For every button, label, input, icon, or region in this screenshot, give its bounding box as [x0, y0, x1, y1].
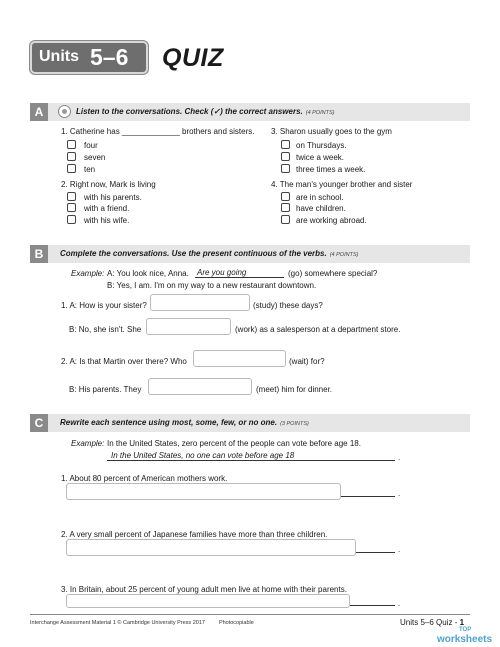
- option-a3-1: on Thursdays.: [296, 141, 347, 150]
- checkbox-a3-1[interactable]: [281, 140, 290, 149]
- section-c-header: [30, 414, 470, 432]
- example-c-label: Example:: [71, 439, 105, 448]
- option-a2-2: with a friend.: [84, 204, 130, 213]
- example-c-answer-line: [107, 460, 395, 461]
- option-a3-2: twice a week.: [296, 153, 345, 162]
- section-c-badge: C: [30, 414, 48, 432]
- checkbox-a4-1[interactable]: [281, 192, 290, 201]
- example-b-label: Example:: [71, 269, 105, 278]
- example-b-a-post: (go) somewhere special?: [288, 269, 378, 278]
- units-number: 5–6: [90, 44, 129, 70]
- answer-c3-field[interactable]: [66, 594, 350, 608]
- option-a1-3: ten: [84, 165, 96, 174]
- section-c-instruction: Rewrite each sentence using most, some, few, or no one. (3 POINTS): [60, 418, 309, 427]
- checkbox-a1-3[interactable]: [67, 164, 76, 173]
- checkbox-a2-1[interactable]: [67, 192, 76, 201]
- example-b-answer: Are you going: [197, 268, 247, 277]
- question-c2: 2. A very small percent of Japanese families have more than three children.: [61, 530, 328, 539]
- units-label: Units: [39, 48, 79, 65]
- checkbox-a3-3[interactable]: [281, 164, 290, 173]
- audio-cd-icon: [58, 105, 71, 118]
- question-b2a-post: (wait) for?: [289, 357, 325, 366]
- answer-c2-line: [356, 552, 395, 553]
- checkbox-a2-3[interactable]: [67, 215, 76, 224]
- question-b2b-pre: B: His parents. They: [69, 385, 142, 394]
- option-a2-3: with his wife.: [84, 216, 130, 225]
- checkbox-a4-2[interactable]: [281, 203, 290, 212]
- section-b-instruction: Complete the conversations. Use the present continuous of the verbs. (4 POINTS): [60, 249, 359, 258]
- watermark-top: TOP: [459, 627, 472, 633]
- answer-c1-period: .: [398, 489, 401, 498]
- watermark-logo: worksheets: [437, 634, 493, 645]
- checkbox-a4-3[interactable]: [281, 215, 290, 224]
- question-a4: 4. The man's younger brother and sister: [271, 180, 413, 189]
- example-c-text: In the United States, zero percent of the people can vote before age 18.: [107, 439, 361, 448]
- question-b2b-post: (meet) him for dinner.: [256, 385, 333, 394]
- answer-c2-period: .: [398, 545, 401, 554]
- question-a1: 1. Catherine has _____________ brothers and sisters.: [61, 127, 255, 136]
- option-a1-2: seven: [84, 153, 106, 162]
- answer-c1-line: [341, 496, 395, 497]
- option-a1-1: four: [84, 141, 98, 150]
- page-number: 1: [459, 618, 465, 627]
- option-a3-3: three times a week.: [296, 165, 366, 174]
- answer-b1b-field[interactable]: [146, 318, 231, 335]
- units-title-box: [30, 41, 148, 74]
- section-b-header: [30, 245, 470, 263]
- option-a2-1: with his parents.: [84, 193, 142, 202]
- question-b1a-post: (study) these days?: [253, 301, 323, 310]
- checkbox-a1-2[interactable]: [67, 152, 76, 161]
- question-b2a-pre: 2. A: Is that Martin over there? Who: [61, 357, 187, 366]
- quiz-title: QUIZ: [162, 44, 224, 72]
- example-c-answer: In the United States, no one can vote before age 18: [111, 451, 295, 460]
- checkbox-a3-2[interactable]: [281, 152, 290, 161]
- answer-c2-field[interactable]: [66, 539, 356, 556]
- question-c3: 3. In Britain, about 25 percent of young adult men live at home with their parents.: [61, 585, 347, 594]
- section-b-badge: B: [30, 245, 48, 263]
- section-a-badge: A: [30, 103, 48, 121]
- question-a3: 3. Sharon usually goes to the gym: [271, 127, 392, 136]
- option-a4-2: have children.: [296, 204, 346, 213]
- answer-b2a-field[interactable]: [193, 350, 286, 367]
- answer-b2b-field[interactable]: [148, 378, 252, 395]
- footer-photocopiable: Photocopiable: [218, 620, 254, 626]
- question-b1b-pre: B: No, she isn't. She: [69, 325, 142, 334]
- answer-c3-period: .: [398, 599, 401, 608]
- footer-rule: [30, 614, 470, 615]
- section-a-header: [30, 103, 470, 121]
- option-a4-3: are working abroad.: [296, 216, 367, 225]
- footer-page-label: Units 5–6 Quiz - 1: [400, 618, 465, 627]
- question-b1b-post: (work) as a salesperson at a department store.: [235, 325, 401, 334]
- answer-c3-line: [350, 605, 395, 606]
- example-b-answer-line: [195, 277, 284, 278]
- question-c1: 1. About 80 percent of American mothers work.: [61, 474, 228, 483]
- answer-b1a-field[interactable]: [150, 294, 250, 311]
- answer-c1-field[interactable]: [66, 483, 341, 500]
- section-a-instruction: Listen to the conversations. Check (✓) the correct answers. (4 POINTS): [76, 107, 335, 116]
- example-b-b: B: Yes, I am. I'm on my way to a new restaurant downtown.: [107, 281, 317, 290]
- example-c-period: .: [398, 453, 401, 462]
- example-b-a-pre: A: You look nice, Anna.: [107, 269, 189, 278]
- option-a4-1: are in school.: [296, 193, 344, 202]
- question-b1a-pre: 1. A: How is your sister?: [61, 301, 147, 310]
- footer-copyright: Interchange Assessment Material 1 © Cambridge University Press 2017 Photocopiable: [30, 620, 254, 626]
- checkbox-a2-2[interactable]: [67, 203, 76, 212]
- question-a2: 2. Right now, Mark is living: [61, 180, 156, 189]
- checkbox-a1-1[interactable]: [67, 140, 76, 149]
